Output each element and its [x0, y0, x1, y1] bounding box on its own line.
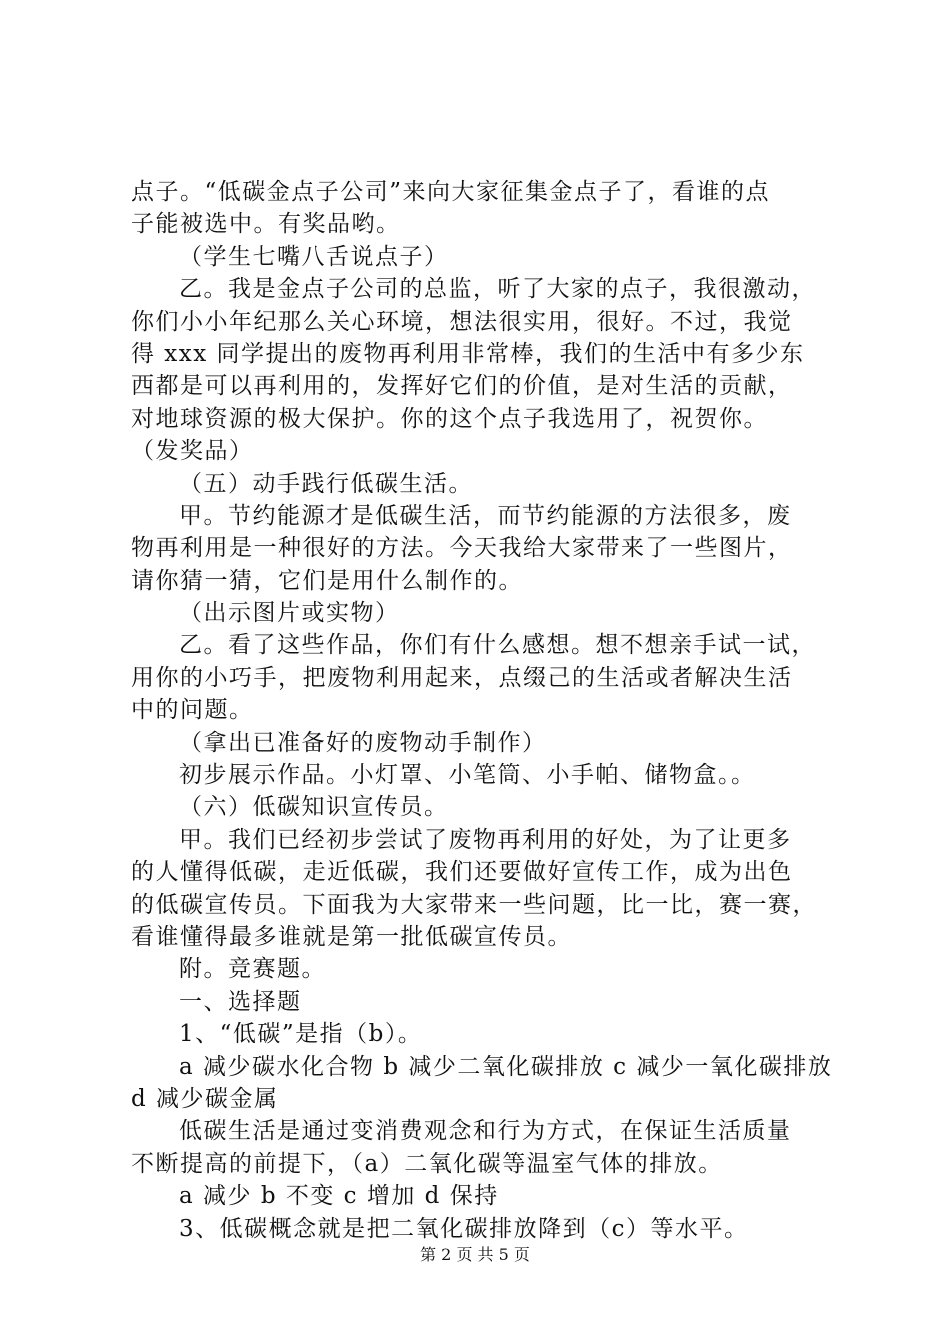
document-body — [131, 176, 831, 1245]
text-line: 的人懂得低碳，走近低碳，我们还要做好宣传工作，成为出色 — [131, 859, 793, 886]
text-line: 乙。看了这些作品，你们有什么感想。想不想亲手试一试， — [179, 632, 816, 659]
text-line: （发奖品） — [131, 438, 254, 465]
text-line: 初步展示作品。小灯罩、小笔筒、小手帕、储物盒。。 — [179, 762, 756, 789]
text-line: 的低碳宣传员。下面我为大家带来一些问题，比一比，赛一赛， — [131, 891, 817, 918]
text-line: （出示图片或实物） — [179, 600, 400, 627]
text-line: 看谁懂得最多谁就是第一批低碳宣传员。 — [131, 923, 572, 950]
text-line: 点子。“低碳金点子公司”来向大家征集金点子了，看谁的点 — [131, 179, 771, 205]
text-line: 用你的小巧手，把废物利用起来，点缀己的生活或者解决生活 — [131, 664, 793, 691]
text-line: 1、“低碳”是指（b）。 — [179, 1021, 423, 1048]
text-line: d 减少碳金属 — [131, 1085, 279, 1112]
text-line: 3、低碳概念就是把二氧化碳排放降到（c）等水平。 — [179, 1215, 749, 1242]
text-line: 附。竞赛题。 — [179, 956, 326, 983]
text-line: 甲。我们已经初步尝试了废物再利用的好处，为了让更多 — [179, 826, 792, 853]
text-line: （五）动手践行低碳生活。 — [179, 470, 473, 497]
text-line: 西都是可以再利用的，发挥好它们的价值，是对生活的贡献， — [131, 373, 793, 400]
text-line: 你们小小年纪那么关心环境，想法很实用，很好。不过，我觉 — [131, 308, 793, 335]
text-line: （学生七嘴八舌说点子） — [179, 243, 449, 270]
text-line: 请你猜一猜，它们是用什么制作的。 — [131, 567, 523, 594]
text-line: 中的问题。 — [131, 697, 254, 724]
text-line: （拿出已准备好的废物动手制作） — [179, 729, 547, 756]
text-line: （六）低碳知识宣传员。 — [179, 794, 449, 821]
page-number: 第 2 页 共 5 页 — [420, 1245, 530, 1264]
text-line: 子能被选中。有奖品哟。 — [131, 211, 401, 238]
text-line: 不断提高的前提下，（a）二氧化碳等温室气体的排放。 — [131, 1150, 723, 1177]
text-line: 乙。我是金点子公司的总监，听了大家的点子，我很激动， — [179, 276, 816, 303]
text-line: 低碳生活是通过变消费观念和行为方式，在保证生活质量 — [179, 1118, 792, 1145]
text-line: 一、选择题 — [179, 988, 302, 1015]
text-line: 对地球资源的极大保护。你的这个点子我选用了，祝贺你。 — [131, 405, 768, 432]
text-line: 甲。节约能源才是低碳生活，而节约能源的方法很多，废 — [179, 502, 792, 529]
text-line: a 减少 b 不变 c 增加 d 保持 — [179, 1183, 499, 1210]
text-line: 得 xxx 同学提出的废物再利用非常棒，我们的生活中有多少东 — [131, 340, 805, 367]
text-line: 物再利用是一种很好的方法。今天我给大家带来了一些图片， — [131, 535, 793, 562]
text-line: a 减少碳水化合物 b 减少二氧化碳排放 c 减少一氧化碳排放 — [179, 1053, 833, 1080]
